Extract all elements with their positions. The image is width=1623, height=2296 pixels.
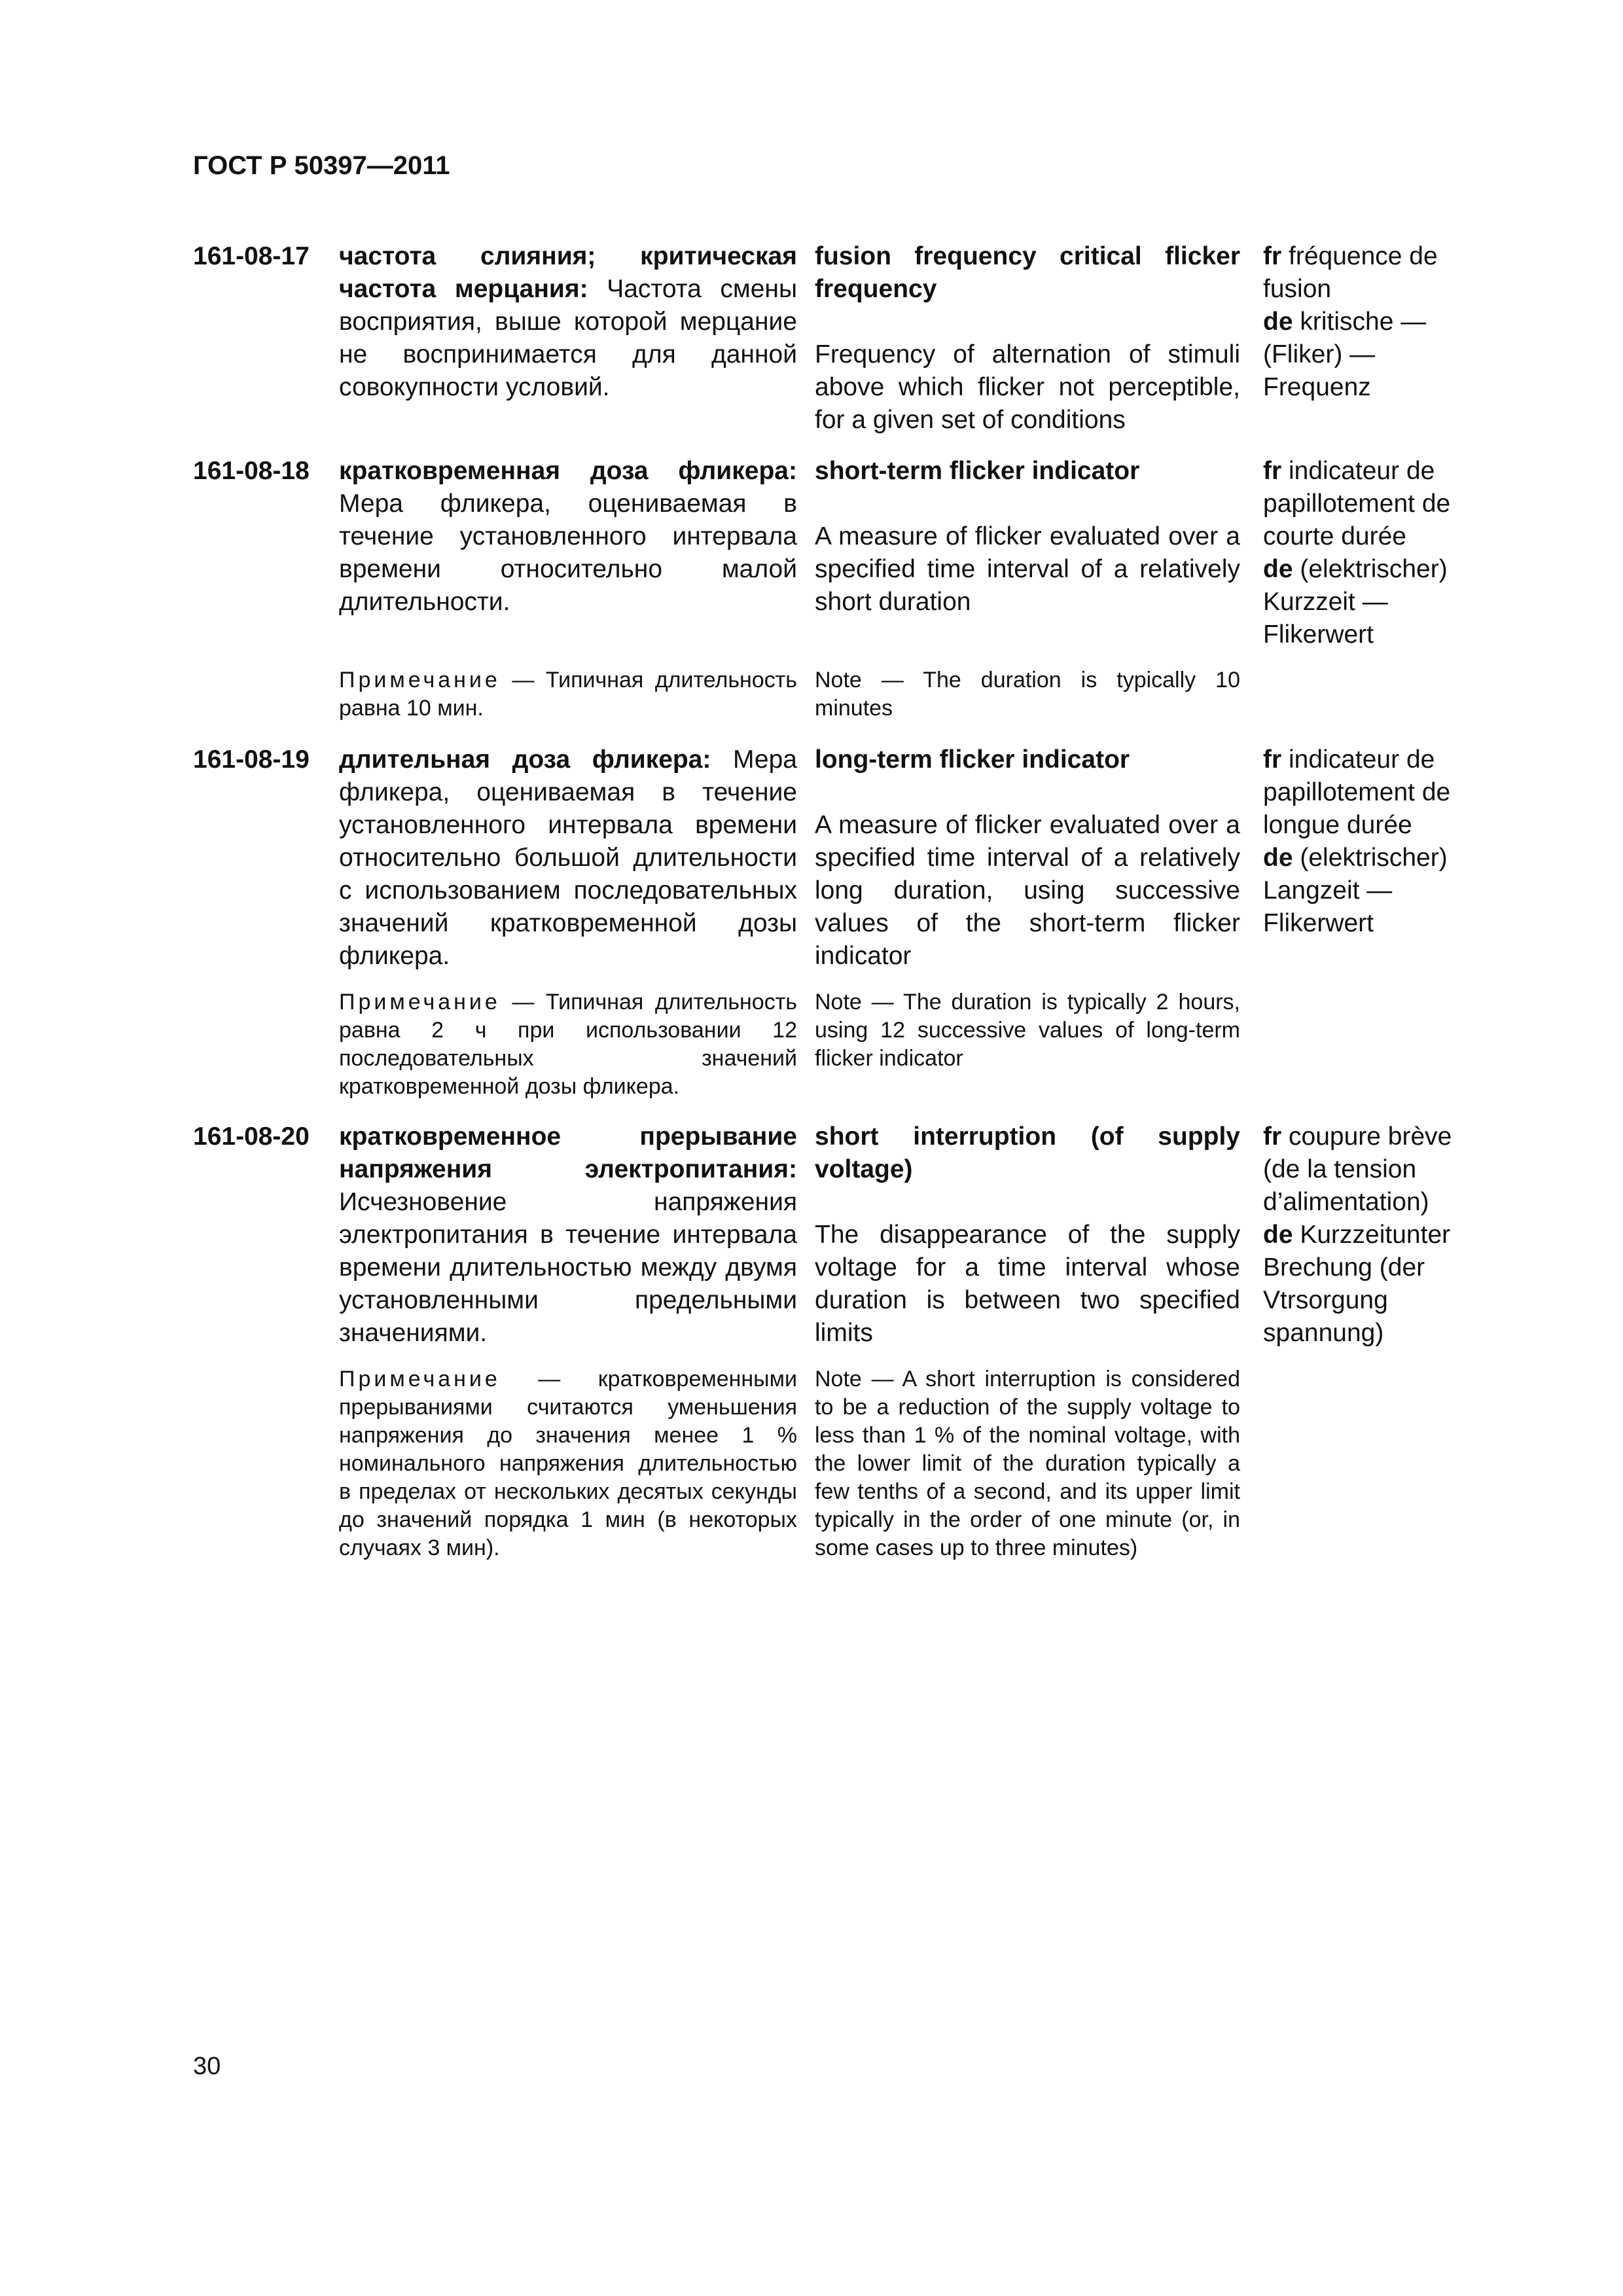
term-ru bbox=[339, 240, 797, 404]
page-header-standard: ГОСТ Р 50397—2011 bbox=[193, 151, 450, 180]
term-en-name: short-term flicker indicator bbox=[815, 457, 1140, 485]
term-number: 161-08-18 bbox=[193, 457, 310, 485]
lang-tag-fr: fr bbox=[1263, 745, 1282, 774]
term-ru-name: кратковременное прерывание напряжения электропитания: bbox=[339, 1122, 797, 1183]
term-de: (elektrischer) Kurzzeit — Flikerwert bbox=[1263, 555, 1448, 649]
note-label: Примечание bbox=[339, 1367, 501, 1391]
term-fr: indicateur de papillotement de longue durée bbox=[1263, 745, 1451, 839]
term-ru bbox=[339, 744, 797, 973]
lang-tag-fr: fr bbox=[1263, 242, 1282, 270]
term-ru-definition: Исчезновение напряжения электропитания в течение интервала времени длительностью между двумя установленными предельными значениями. bbox=[339, 1188, 797, 1347]
note-label: Примечание bbox=[339, 668, 501, 692]
term-number: 161-08-20 bbox=[193, 1122, 310, 1151]
lang-tag-de: de bbox=[1263, 308, 1293, 336]
page-number: 30 bbox=[193, 2053, 221, 2080]
term-en-name: long-term flicker indicator bbox=[815, 745, 1130, 774]
term-equivalents bbox=[1263, 744, 1486, 940]
note-ru bbox=[339, 1365, 797, 1562]
term-equivalents bbox=[1263, 455, 1486, 651]
term-ru-definition: Частота смены восприятия, выше которой мерцание не воспринимается для данной совокупности условий. bbox=[339, 275, 797, 401]
term-number: 161-08-19 bbox=[193, 745, 310, 774]
term-fr: fréquence de fusion bbox=[1263, 242, 1438, 303]
note-text: — Типичная длительность равна 10 мин. bbox=[339, 668, 797, 721]
term-ru-definition: Мера фликера, оцениваемая в течение установленного интервала времени относительно малой длительности. bbox=[339, 490, 797, 616]
term-ru bbox=[339, 455, 797, 619]
note-en: Note — A short interruption is considered to be a reduction of the supply voltage to less than 1 % of the nominal voltage, with the lower limit of the duration typically a few tenths of a second, and its upper limit typically in the order of one minute (or, in some cases up to three minutes) bbox=[815, 1367, 1240, 1560]
note-en: Note — The duration is typically 2 hours, using 12 successive values of long-term flicker indicator bbox=[815, 990, 1240, 1071]
term-ru-name: длительная доза фликера: bbox=[339, 745, 711, 774]
lang-tag-de: de bbox=[1263, 555, 1293, 583]
term-de: Kurzzeitunter Brechung (der Vtrsorgung spannung) bbox=[1263, 1221, 1451, 1347]
term-en-definition: Frequency of alternation of stimuli above which flicker not perceptible, for a given set of conditions bbox=[815, 340, 1240, 434]
term-fr: indicateur de papillotement de courte durée bbox=[1263, 457, 1451, 550]
lang-tag-fr: fr bbox=[1263, 457, 1282, 485]
term-en-definition: A measure of flicker evaluated over a specified time interval of a relatively short duration bbox=[815, 522, 1240, 616]
term-en-name: short interruption (of supply voltage) bbox=[815, 1122, 1240, 1183]
term-equivalents bbox=[1263, 1121, 1486, 1350]
term-en bbox=[815, 1121, 1240, 1350]
term-en bbox=[815, 240, 1240, 437]
note-text: — Типичная длительность равна 2 ч при использовании 12 последовательных значений кратковременной дозы фликера. bbox=[339, 990, 797, 1099]
note-ru bbox=[339, 988, 797, 1101]
term-en-definition: A measure of flicker evaluated over a specified time interval of a relatively long duration, using successive values of the short-term flicker indicator bbox=[815, 811, 1240, 970]
term-ru-definition: Мера фликера, оцениваемая в течение установленного интервала времени относительно большой длительности с использованием последовательных значений кратковременной дозы фликера. bbox=[339, 745, 797, 970]
term-ru-name: частота слияния; критическая частота мерцания: bbox=[339, 242, 797, 303]
term-number: 161-08-17 bbox=[193, 242, 310, 270]
term-en bbox=[815, 744, 1240, 973]
note-label: Примечание bbox=[339, 990, 501, 1014]
term-de: (elektrischer) Langzeit — Flikerwert bbox=[1263, 844, 1448, 937]
term-en bbox=[815, 455, 1240, 619]
lang-tag-de: de bbox=[1263, 844, 1293, 872]
term-fr: coupure brève (de la tension d’alimentation) bbox=[1263, 1122, 1452, 1216]
lang-tag-fr: fr bbox=[1263, 1122, 1282, 1151]
term-ru bbox=[339, 1121, 797, 1350]
term-equivalents bbox=[1263, 240, 1486, 404]
term-ru-name: кратковременная доза фликера: bbox=[339, 457, 797, 485]
term-de: kritische — (Fliker) — Frequenz bbox=[1263, 308, 1427, 401]
note-ru bbox=[339, 666, 797, 723]
note-en: Note — The duration is typically 10 minutes bbox=[815, 668, 1240, 721]
note-text: — кратковременными прерываниями считаются уменьшения напряжения до значения менее 1 % номинального напряжения длительностью в пределах от нескольких десятых секунды до значений порядка 1 мин (в некоторых случаях 3 мин). bbox=[339, 1367, 797, 1560]
term-en-name: fusion frequency critical flicker frequency bbox=[815, 242, 1240, 303]
term-en-definition: The disappearance of the supply voltage for a time interval whose duration is between two specified limits bbox=[815, 1221, 1240, 1347]
lang-tag-de: de bbox=[1263, 1221, 1293, 1249]
